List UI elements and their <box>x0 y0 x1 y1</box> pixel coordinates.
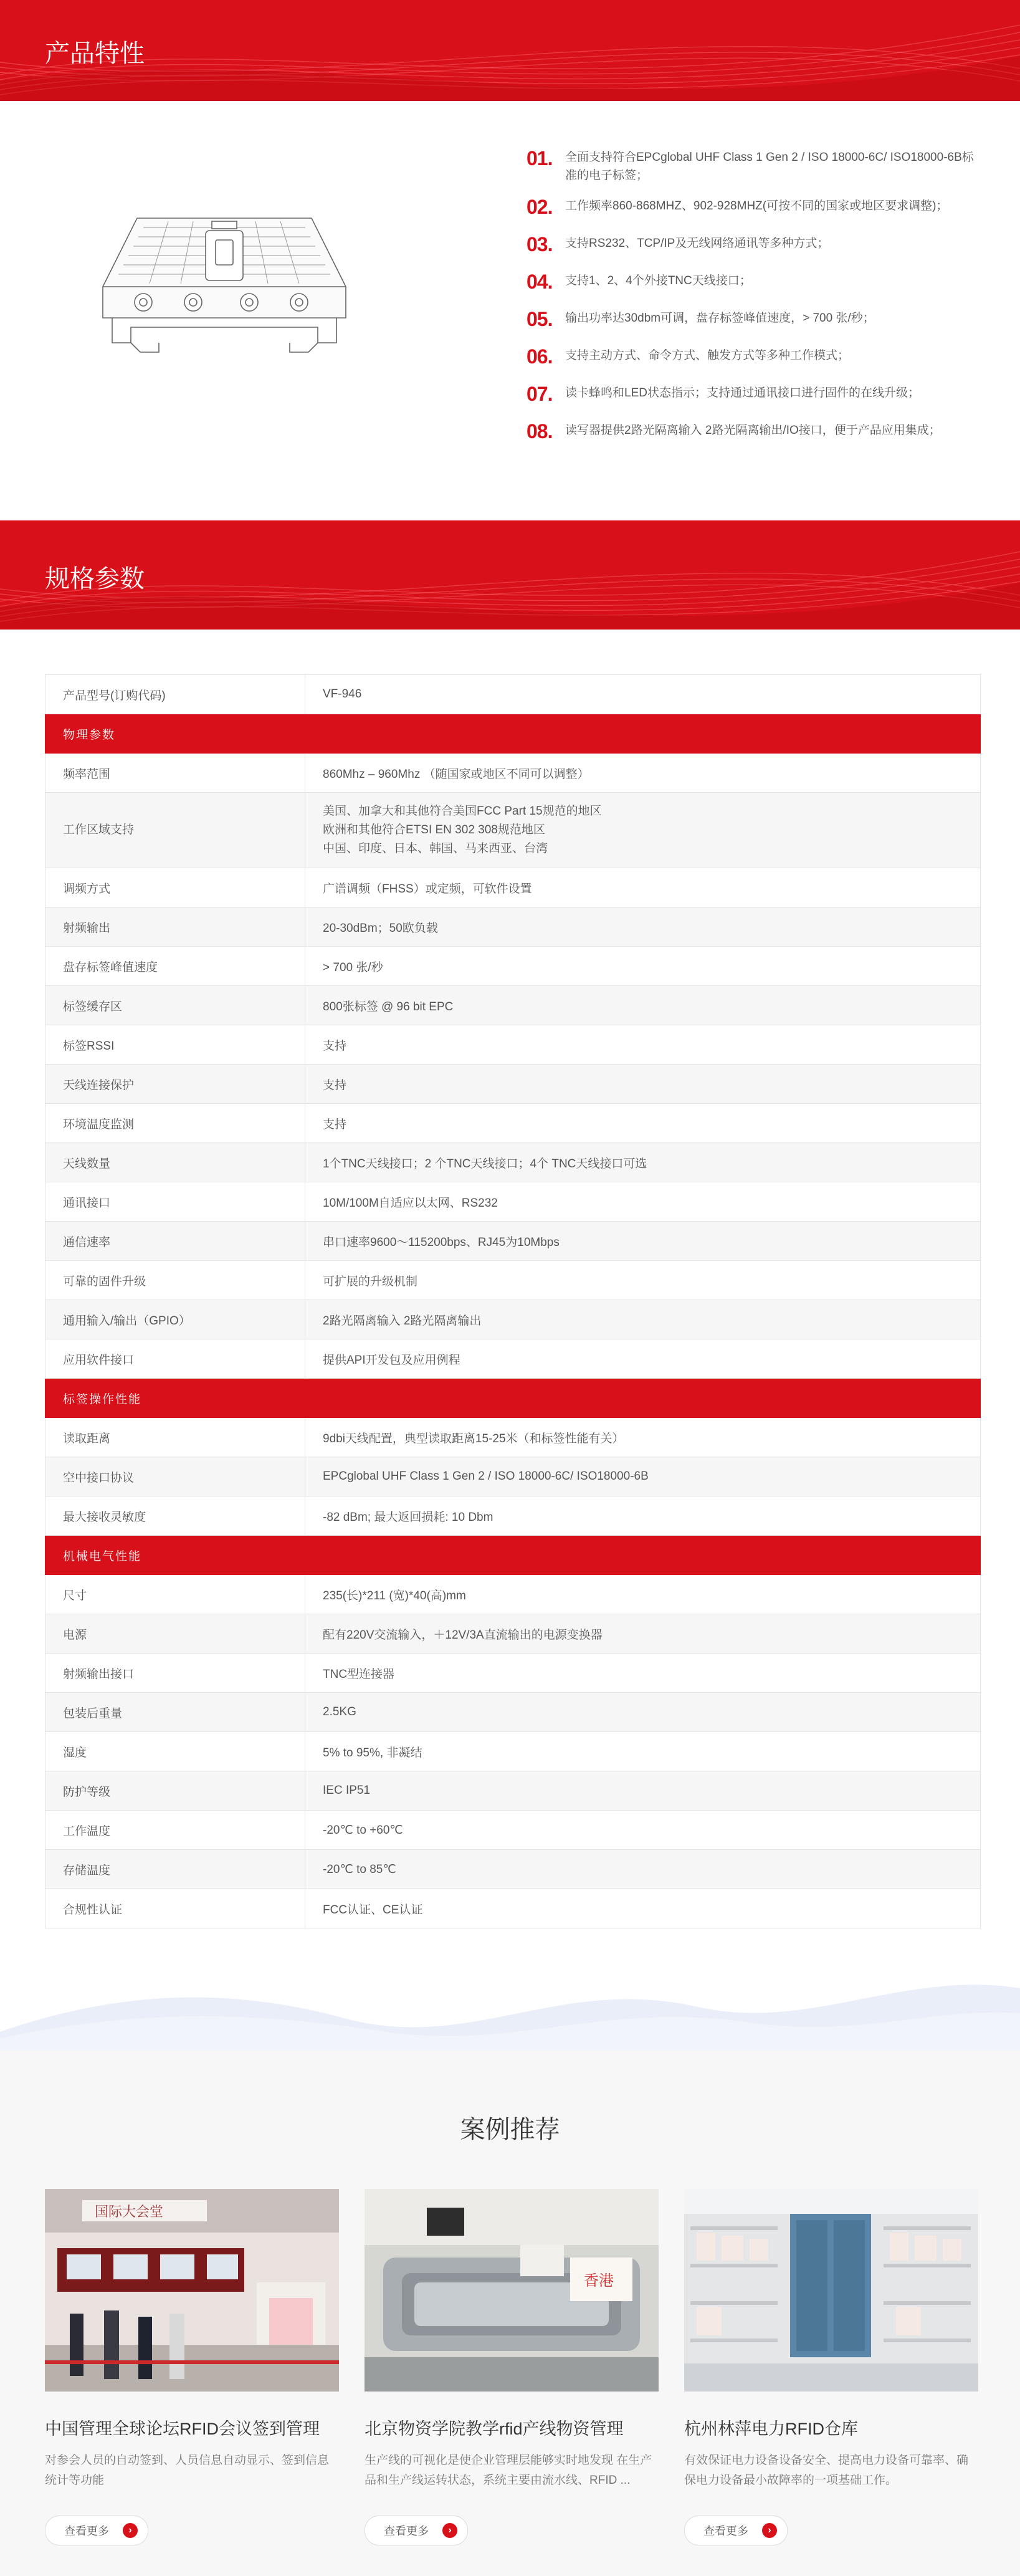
section-header <box>45 1379 981 1418</box>
conference-photo <box>45 2189 339 2392</box>
spec-key: 包装后重量 <box>45 1693 305 1732</box>
feature-item <box>527 148 984 184</box>
feature-number: 05. <box>527 308 553 330</box>
spec-value: 串口速率9600～115200bps、RJ45为10Mbps <box>305 1222 981 1261</box>
case-desc: 有效保证电力设备设备安全、提高电力设备可靠率、确保电力设备最小故障率的一项基础工作。 <box>684 2454 969 2487</box>
case-image[interactable] <box>365 2189 659 2392</box>
table-row <box>45 1732 981 1771</box>
table-row <box>45 1261 981 1300</box>
spec-value: FCC认证、CE认证 <box>305 1889 981 1928</box>
spec-value: > 700 张/秒 <box>305 947 981 986</box>
table-row <box>45 1418 981 1457</box>
case-desc: 生产线的可视化是使企业管理层能够实时地发现 在生产品和生产线运转状态，系统主要由流水线、RFID ... <box>365 2454 652 2487</box>
spec-key: 射频输出 <box>45 907 305 947</box>
table-row <box>45 1143 981 1182</box>
spec-value: 支持 <box>305 1025 981 1065</box>
feature-number: 04. <box>527 271 553 293</box>
spec-value: 20-30dBm；50欧负载 <box>305 907 981 947</box>
spec-value: IEC IP51 <box>305 1771 981 1811</box>
spec-value: -20℃ to 85℃ <box>305 1850 981 1889</box>
spec-key: 可靠的固件升级 <box>45 1261 305 1300</box>
case-card[interactable] <box>365 2189 659 2545</box>
region-line: 中国、印度、日本、韩国、马来西亚、台湾 <box>323 842 548 855</box>
spec-value: 支持 <box>305 1104 981 1143</box>
spec-key: 标签缓存区 <box>45 986 305 1025</box>
case-title[interactable]: 中国管理全球论坛RFID会议签到管理 <box>45 2420 320 2438</box>
banner-wave-decoration <box>0 520 1020 630</box>
spec-key: 频率范围 <box>45 754 305 793</box>
feature-item <box>527 272 984 297</box>
feature-item <box>527 384 984 409</box>
table-row <box>45 1614 981 1654</box>
table-row <box>45 1889 981 1928</box>
table-row <box>45 1300 981 1339</box>
region-line: 美国、加拿大和其他符合美国FCC Part 15规范的地区 <box>323 805 602 818</box>
spec-key: 最大接收灵敏度 <box>45 1496 305 1536</box>
spec-key: 电源 <box>45 1614 305 1654</box>
table-row <box>45 986 981 1025</box>
feature-number: 08. <box>527 420 553 443</box>
case-desc: 对参会人员的自动签到、人员信息自动显示、签到信息统计等功能 <box>45 2454 330 2487</box>
spec-key: 盘存标签峰值速度 <box>45 947 305 986</box>
section-tag: 标签操作性能 <box>45 1379 981 1418</box>
view-more-label: 查看更多 <box>384 2525 429 2537</box>
spec-value: 860Mhz – 960Mhz （随国家或地区不同可以调整） <box>305 754 981 793</box>
spec-key: 尺寸 <box>45 1575 305 1614</box>
section-header <box>45 1536 981 1575</box>
specs-title: 规格参数 <box>45 565 145 593</box>
feature-text: 全面支持符合EPCglobal UHF Class 1 Gen 2 / ISO 18000-6C/ ISO18000-6B标准的电子标签； <box>565 151 974 182</box>
spec-key: 空中接口协议 <box>45 1457 305 1496</box>
spec-value: 2.5KG <box>305 1693 981 1732</box>
spec-value: 2路光隔离输入 2路光隔离输出 <box>305 1300 981 1339</box>
sign-text: 国际大会堂 <box>95 2205 164 2220</box>
table-row <box>45 1693 981 1732</box>
feature-item <box>527 197 984 222</box>
spec-value: 9dbi天线配置，典型读取距离15-25米（和标签性能有关） <box>305 1418 981 1457</box>
features-title: 产品特性 <box>45 40 145 67</box>
spec-value: 支持 <box>305 1065 981 1104</box>
spec-value: -20℃ to +60℃ <box>305 1811 981 1850</box>
spec-table <box>45 674 981 1928</box>
view-more-label: 查看更多 <box>703 2525 748 2537</box>
spec-value: 800张标签 @ 96 bit EPC <box>305 986 981 1025</box>
feature-number: 03. <box>527 233 553 256</box>
table-row <box>45 1339 981 1379</box>
spec-key: 通用输入/输出（GPIO） <box>45 1300 305 1339</box>
spec-value: -82 dBm; 最大返回损耗: 10 Dbm <box>305 1496 981 1536</box>
table-row <box>45 1182 981 1222</box>
table-row <box>45 868 981 907</box>
spec-key: 天线连接保护 <box>45 1065 305 1104</box>
sign-text: 香港 <box>584 2272 614 2289</box>
table-row <box>45 1811 981 1850</box>
spec-key: 标签RSSI <box>45 1025 305 1065</box>
table-row <box>45 1025 981 1065</box>
feature-item <box>527 234 984 259</box>
chevron-right-icon: › <box>762 2523 777 2538</box>
chevron-right-icon: › <box>123 2523 138 2538</box>
view-more-button[interactable] <box>45 2516 148 2545</box>
table-row <box>45 1065 981 1104</box>
spec-value: 可扩展的升级机制 <box>305 1261 981 1300</box>
case-card[interactable] <box>684 2189 978 2545</box>
spec-key: 应用软件接口 <box>45 1339 305 1379</box>
feature-text: 支持主动方式、命令方式、触发方式等多种工作模式； <box>565 349 850 362</box>
feature-text: 读卡蜂鸣和LED状态指示；支持通过通讯接口进行固件的在线升级； <box>565 386 920 400</box>
feature-item <box>527 347 984 371</box>
feature-number: 02. <box>527 196 553 218</box>
spec-key: 通讯接口 <box>45 1182 305 1222</box>
spec-key: 合规性认证 <box>45 1889 305 1928</box>
table-row <box>45 1457 981 1496</box>
spec-value: 提供API开发包及应用例程 <box>305 1339 981 1379</box>
feature-text: 输出功率达30dbm可调，盘存标签峰值速度，> 700 张/秒； <box>565 312 875 325</box>
spec-value: 235(长)*211 (宽)*40(高)mm <box>305 1575 981 1614</box>
feature-text: 支持RS232、TCP/IP及无线网络通讯等多种方式； <box>565 237 829 250</box>
case-title[interactable]: 杭州林萍电力RFID仓库 <box>684 2420 858 2438</box>
cases-title: 案例推荐 <box>460 2116 560 2143</box>
spec-value <box>305 793 981 868</box>
warehouse-photo <box>684 2189 978 2392</box>
spec-value: 5% to 95%, 非凝结 <box>305 1732 981 1771</box>
spec-key: 环境温度监测 <box>45 1104 305 1143</box>
wave-divider <box>0 1963 1020 2051</box>
feature-number: 06. <box>527 345 553 368</box>
spec-key: 通信速率 <box>45 1222 305 1261</box>
spec-value: 配有220V交流输入，＋12V/3A直流输出的电源变换器 <box>305 1614 981 1654</box>
section-header <box>45 714 981 754</box>
feature-number: 01. <box>527 147 553 170</box>
spec-value: 广谱调频（FHSS）或定频，可软件设置 <box>305 868 981 907</box>
spec-key: 读取距离 <box>45 1418 305 1457</box>
table-row <box>45 1771 981 1811</box>
case-image[interactable] <box>684 2189 978 2392</box>
spec-key: 存储温度 <box>45 1850 305 1889</box>
view-more-button[interactable] <box>365 2516 468 2545</box>
spec-key: 天线数量 <box>45 1143 305 1182</box>
feature-number: 07. <box>527 383 553 405</box>
table-row <box>45 793 981 868</box>
table-row <box>45 1222 981 1261</box>
rfid-reader-image <box>93 193 355 368</box>
view-more-label: 查看更多 <box>64 2525 109 2537</box>
view-more-button[interactable] <box>684 2516 788 2545</box>
production-line-photo <box>365 2189 659 2392</box>
feature-list <box>527 148 984 459</box>
region-line: 欧洲和其他符合ETSI EN 302 308规范地区 <box>323 823 545 836</box>
section-physical: 物理参数 <box>45 714 981 754</box>
spec-key: 产品型号(订购代码) <box>45 675 305 714</box>
case-image[interactable] <box>45 2189 339 2392</box>
table-row <box>45 1496 981 1536</box>
table-row <box>45 1654 981 1693</box>
features-banner <box>0 0 1020 101</box>
banner-wave-decoration <box>0 0 1020 101</box>
table-row <box>45 754 981 793</box>
spec-key: 湿度 <box>45 1732 305 1771</box>
spec-value: EPCglobal UHF Class 1 Gen 2 / ISO 18000-6C/ ISO18000-6B <box>305 1457 981 1496</box>
spec-value: 10M/100M自适应以太网、RS232 <box>305 1182 981 1222</box>
spec-value: TNC型连接器 <box>305 1654 981 1693</box>
chevron-right-icon: › <box>442 2523 457 2538</box>
section-mech: 机械电气性能 <box>45 1536 981 1575</box>
table-row <box>45 1104 981 1143</box>
feature-text: 读写器提供2路光隔离输入 2路光隔离输出/IO接口，便于产品应用集成； <box>565 424 941 437</box>
specs-banner <box>0 520 1020 630</box>
table-row <box>45 1850 981 1889</box>
feature-item <box>527 421 984 446</box>
spec-key: 工作区域支持 <box>45 793 305 868</box>
spec-key: 工作温度 <box>45 1811 305 1850</box>
case-title[interactable]: 北京物资学院教学rfid产线物资管理 <box>365 2420 624 2438</box>
spec-key: 射频输出接口 <box>45 1654 305 1693</box>
feature-item <box>527 309 984 334</box>
table-row <box>45 907 981 947</box>
table-row <box>45 947 981 986</box>
spec-key: 调频方式 <box>45 868 305 907</box>
spec-key: 防护等级 <box>45 1771 305 1811</box>
feature-text: 支持1、2、4个外接TNC天线接口； <box>565 274 751 287</box>
spec-value: VF-946 <box>305 675 981 714</box>
spec-value: 1个TNC天线接口；2 个TNC天线接口；4个 TNC天线接口可选 <box>305 1143 981 1182</box>
table-row <box>45 1575 981 1614</box>
case-card[interactable] <box>45 2189 339 2545</box>
table-row <box>45 675 981 714</box>
feature-text: 工作频率860-868MHZ、902-928MHZ(可按不同的国家或地区要求调整)； <box>565 199 948 213</box>
